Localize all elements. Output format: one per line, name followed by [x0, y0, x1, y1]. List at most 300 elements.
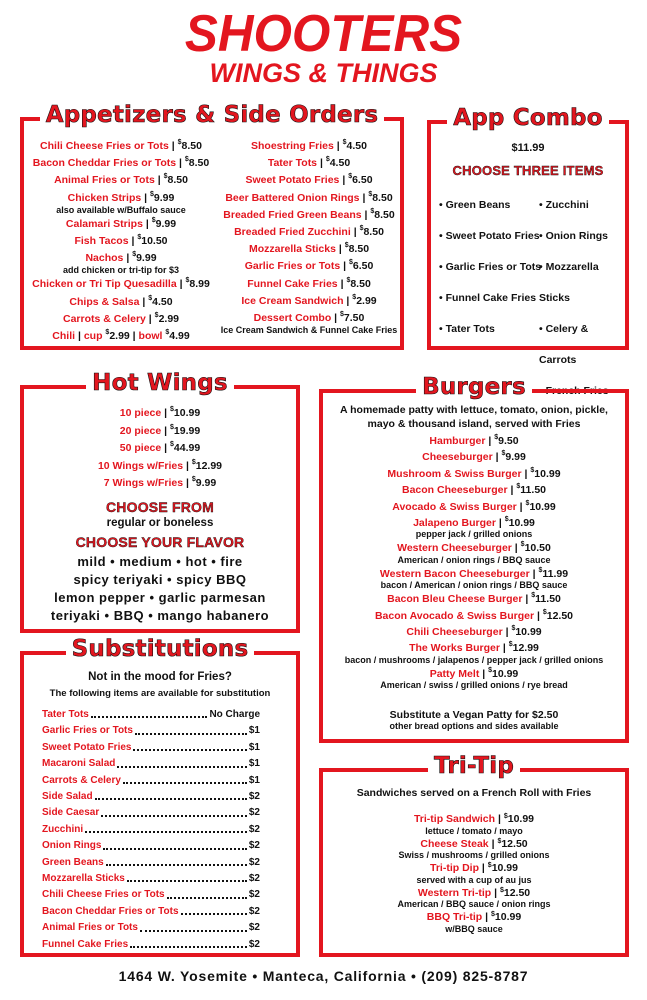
dollar-sign: $ — [177, 139, 182, 146]
subs-name: Mozzarella Sticks — [42, 873, 125, 885]
item-price: 4.50 — [346, 140, 367, 152]
wing-styles: regular or boneless — [106, 517, 214, 529]
separator: | — [491, 886, 500, 899]
combo-option: • French Fries — [539, 385, 609, 397]
item-name: Avocado & Swiss Burger — [392, 500, 517, 513]
dollar-sign: $ — [148, 294, 153, 302]
separator: | — [123, 252, 133, 265]
item-price: 12.50 — [503, 886, 531, 899]
separator: | — [139, 295, 149, 308]
dollar-sign: $ — [516, 483, 521, 491]
item-price: 9.99 — [136, 252, 157, 265]
item-price: 10.99 — [534, 467, 561, 480]
menu-item — [216, 207, 402, 224]
separator: | — [502, 626, 512, 639]
item-price: 9.50 — [498, 435, 519, 447]
wings-price-list — [24, 405, 296, 493]
separator: | — [507, 484, 517, 497]
item-name: 50 piece — [119, 442, 162, 455]
menu-item — [216, 172, 402, 189]
menu-item — [26, 155, 216, 172]
separator: | — [335, 243, 345, 256]
item-name: Cheese Steak — [420, 837, 489, 850]
separator: | — [488, 837, 498, 850]
wing-item — [24, 405, 296, 423]
subs-price: $2 — [248, 938, 260, 950]
tri-tip-title: Tri-Tip — [428, 753, 520, 779]
item-price: 8.50 — [181, 140, 202, 152]
combo-option: • Mozzarella Sticks — [539, 261, 599, 304]
subs-name: Sweet Potato Fries — [42, 741, 132, 753]
item-name: Chicken or Tri Tip Quesadilla — [32, 278, 177, 291]
item-name: 10 piece — [119, 407, 162, 419]
dot-leader — [95, 789, 247, 800]
subs-name: Onion Rings — [42, 840, 102, 852]
separator: | — [161, 424, 171, 437]
item-price: 2.99 — [158, 312, 179, 325]
item-note: pepper jack / grilled onions — [415, 529, 533, 540]
flavor-line: mild • medium • hot • fire — [77, 554, 243, 569]
menu-item-chili — [26, 328, 216, 345]
choose-flavor-label: CHOOSE YOUR FLAVOR — [75, 534, 245, 550]
appetizers-title: Appetizers & Side Orders — [40, 102, 385, 128]
item-note: Swiss / mushrooms / grilled onions — [398, 850, 550, 860]
item-name: Sweet Potato Fries — [245, 174, 340, 187]
footer-address: 1464 W. Yosemite • Manteca, California • (209) 825-8787 — [118, 968, 529, 984]
item-name: Western Cheeseburger — [397, 542, 512, 555]
dollar-sign: $ — [165, 329, 170, 337]
item-price: 12.50 — [501, 837, 528, 850]
item-name: Breaded Fried Zucchini — [234, 226, 351, 239]
item-name: Calamari Strips — [65, 217, 143, 230]
dollar-sign: $ — [504, 516, 509, 524]
dollar-sign: $ — [342, 139, 347, 146]
subs-name: Green Beans — [42, 856, 104, 868]
separator: | — [529, 567, 539, 580]
menu-item — [26, 276, 216, 293]
combo-price: $11.99 — [511, 142, 545, 154]
wing-item — [24, 475, 296, 493]
dot-leader — [106, 855, 247, 866]
appetizers-section — [20, 102, 404, 350]
menu-item — [216, 190, 402, 207]
appetizers-left-column — [26, 138, 216, 345]
subs-price: $2 — [248, 873, 260, 885]
item-name: The Works Burger — [409, 642, 500, 655]
dollar-sign: $ — [105, 329, 110, 337]
dollar-sign: $ — [531, 592, 536, 600]
separator: | — [154, 174, 164, 187]
menu-item — [26, 311, 216, 328]
dot-leader — [140, 920, 247, 931]
dollar-sign: $ — [344, 242, 349, 250]
dollar-sign: $ — [348, 259, 353, 267]
item-name: Western Tri-tip — [417, 886, 492, 899]
item-name: Animal Fries or Tots — [54, 174, 155, 187]
burger-item — [323, 499, 625, 515]
subs-price: $2 — [248, 791, 260, 803]
choose-from-label: CHOOSE FROM — [106, 499, 214, 515]
item-price: 8.50 — [374, 208, 395, 221]
item-name: 20 piece — [119, 424, 162, 437]
dollar-sign: $ — [185, 277, 190, 285]
substitutions-section — [20, 636, 300, 957]
item-note: served with a cup of au jus — [416, 874, 532, 885]
item-name: Fish Tacos — [74, 235, 129, 248]
menu-item — [216, 293, 402, 310]
separator: | — [161, 407, 171, 419]
dollar-sign: $ — [170, 406, 174, 413]
separator: | — [161, 442, 171, 455]
separator: | — [534, 609, 543, 622]
subs-row — [42, 887, 260, 903]
item-note: w/BBQ sauce — [445, 923, 503, 934]
dollar-sign: $ — [359, 225, 364, 233]
item-price: 6.50 — [352, 174, 373, 187]
item-name: Tater Tots — [267, 157, 318, 170]
hot-wings-section — [20, 370, 300, 633]
item-price: 10.99 — [508, 517, 535, 530]
separator: | — [176, 157, 185, 170]
dollar-sign: $ — [163, 173, 168, 181]
dollar-sign: $ — [137, 234, 142, 242]
separator: | — [339, 174, 349, 187]
combo-option: • Tater Tots — [439, 323, 495, 335]
item-price: 10.99 — [492, 667, 519, 680]
separator: | — [317, 157, 326, 170]
separator: | — [129, 330, 139, 343]
subs-price: $2 — [248, 823, 260, 835]
dot-leader — [167, 887, 247, 898]
subs-price: $1 — [248, 774, 260, 786]
subs-price: No Charge — [209, 709, 260, 720]
restaurant-subtitle: WINGS & THINGS — [209, 58, 438, 88]
separator: | — [479, 667, 489, 680]
item-name: Tri-tip Dip — [430, 862, 480, 874]
subs-price: $2 — [248, 905, 260, 917]
dollar-sign: $ — [170, 423, 174, 431]
dot-leader — [91, 707, 208, 718]
item-name: Chili Cheese Fries or Tots — [40, 140, 169, 152]
dollar-sign: $ — [530, 466, 535, 474]
burger-item — [323, 433, 625, 449]
separator: | — [176, 278, 186, 291]
item-price: 10.99 — [173, 407, 201, 419]
dot-leader — [181, 904, 247, 915]
dollar-sign: $ — [191, 458, 196, 466]
item-price: 12.99 — [512, 642, 539, 655]
separator: | — [145, 312, 155, 325]
dollar-sign: $ — [542, 608, 547, 616]
bowl-price: 4.99 — [169, 330, 190, 343]
item-price: 2.99 — [356, 294, 377, 307]
subs-name: Carrots & Celery — [42, 774, 121, 786]
item-note: bacon / American / onion rings / BBQ sauce — [380, 580, 568, 591]
dot-leader — [133, 740, 246, 751]
item-name: Western Bacon Cheeseburger — [379, 567, 530, 580]
item-name: Dessert Combo — [253, 312, 332, 325]
tri-tip-list — [323, 812, 625, 935]
item-note: American / BBQ sauce / onion rings — [397, 899, 551, 909]
subs-row — [42, 822, 260, 838]
subs-price: $1 — [248, 758, 260, 770]
item-price: 12.99 — [195, 459, 223, 472]
substitutions-title: Substitutions — [66, 636, 255, 662]
burger-item — [323, 466, 625, 482]
item-price: 10.99 — [507, 813, 535, 825]
menu-item — [26, 216, 216, 233]
item-name: Bacon Cheeseburger — [401, 484, 508, 497]
tri-tip-section — [319, 753, 629, 957]
appetizers-right-column — [216, 138, 402, 336]
combo-option: • Sweet Potato Fries — [439, 230, 540, 242]
vegan-substitute: Substitute a Vegan Patty for $2.50 — [389, 709, 559, 721]
menu-item — [26, 233, 216, 250]
separator: | — [492, 451, 502, 464]
separator: | — [141, 191, 150, 204]
flavor-line: spicy teriyaki • spicy BBQ — [73, 572, 247, 587]
item-price: 10.99 — [515, 626, 542, 639]
item-price: 9.99 — [195, 477, 217, 490]
item-price: 9.99 — [505, 451, 526, 464]
item-price: 6.50 — [352, 260, 374, 273]
item-note: add chicken or tri-tip for $3 — [62, 265, 180, 276]
item-price: 12.50 — [546, 609, 574, 622]
subs-row — [42, 723, 260, 739]
dollar-sign: $ — [511, 625, 516, 633]
item-price: 8.50 — [372, 191, 393, 204]
subs-name: Funnel Cake Fries — [42, 938, 129, 950]
dot-leader — [127, 871, 247, 882]
cup-label: cup — [83, 330, 106, 343]
separator: | — [337, 277, 347, 290]
flavor-line: lemon pepper • garlic parmesan — [54, 590, 266, 605]
dollar-sign: $ — [149, 190, 154, 198]
burgers-intro-line1: A homemade patty with lettuce, tomato, onion, pickle, — [340, 404, 608, 416]
item-price: 8.50 — [363, 226, 384, 239]
subs-row — [42, 838, 260, 854]
burger-item — [323, 608, 625, 624]
item-price: 11.99 — [542, 567, 569, 580]
item-name: BBQ Tri-tip — [426, 911, 483, 923]
item-price: 8.50 — [348, 243, 370, 256]
item-price: 10.99 — [494, 911, 522, 923]
subs-row — [42, 789, 260, 805]
combo-option: • Onion Rings — [539, 230, 609, 242]
item-name: Mushroom & Swiss Burger — [387, 467, 522, 480]
item-name: Beer Battered Onion Rings — [225, 191, 360, 204]
item-name: Ice Cream Sandwich — [241, 294, 344, 307]
subs-row — [42, 855, 260, 871]
item-price: 11.50 — [520, 484, 546, 497]
dollar-sign: $ — [487, 862, 492, 869]
combo-option: • Green Beans — [439, 199, 511, 211]
item-note: Ice Cream Sandwich & Funnel Cake Fries — [220, 325, 398, 336]
subs-name: Macaroni Salad — [42, 758, 116, 770]
dollar-sign: $ — [184, 156, 189, 164]
item-name: Jalapeno Burger — [413, 517, 496, 530]
subs-row — [42, 937, 260, 953]
dollar-sign: $ — [494, 434, 499, 441]
subs-price: $2 — [248, 840, 260, 852]
item-name: 10 Wings w/Fries — [97, 459, 184, 472]
separator: | — [485, 435, 495, 447]
dot-leader — [117, 756, 247, 767]
subs-name: Animal Fries or Tots — [42, 922, 138, 934]
dollar-sign: $ — [491, 911, 495, 918]
dollar-sign: $ — [154, 311, 159, 319]
dollar-sign: $ — [191, 476, 196, 484]
subs-row — [42, 805, 260, 821]
menu-item — [216, 276, 402, 293]
separator: | — [340, 260, 349, 273]
separator: | — [128, 235, 138, 248]
subs-price: $2 — [248, 922, 260, 934]
combo-option: • Celery & Carrots — [539, 323, 589, 366]
separator: | — [521, 467, 531, 480]
menu-item — [26, 138, 216, 155]
dollar-sign: $ — [538, 566, 543, 574]
item-name: Cheeseburger — [422, 451, 493, 464]
item-name: Chili Cheeseburger — [406, 626, 503, 639]
restaurant-title: SHOOTERS — [184, 5, 463, 63]
item-note: lettuce / tomato / mayo — [425, 825, 523, 836]
burger-list — [323, 433, 625, 691]
dot-leader — [123, 773, 247, 784]
dot-leader — [85, 822, 247, 833]
subs-name: Tater Tots — [42, 709, 89, 720]
separator: | — [168, 140, 178, 152]
separator: | — [479, 862, 488, 874]
separator: | — [522, 593, 532, 606]
combo-choose-label: CHOOSE THREE ITEMS — [452, 163, 604, 178]
item-price: 10.50 — [524, 542, 551, 555]
menu-item — [216, 241, 402, 258]
subs-list — [42, 707, 260, 953]
dollar-sign: $ — [370, 207, 375, 215]
dollar-sign: $ — [340, 311, 344, 319]
combo-option: • Zucchini — [539, 199, 589, 211]
separator: | — [359, 191, 369, 204]
subs-subheading: The following items are available for substitution — [49, 688, 271, 699]
item-price: 10.99 — [491, 862, 518, 874]
dollar-sign: $ — [508, 641, 513, 649]
separator: | — [350, 226, 360, 239]
item-price: 7.50 — [343, 312, 365, 325]
item-name: Patty Melt — [429, 667, 480, 680]
item-price: 11.50 — [535, 593, 561, 606]
item-name: Funnel Cake Fries — [247, 277, 338, 290]
bowl-label: bowl — [138, 330, 166, 343]
subs-price: $2 — [248, 856, 260, 868]
separator: | — [516, 500, 526, 513]
combo-option: • Funnel Cake Fries — [439, 292, 537, 304]
item-name: Mozzarella Sticks — [248, 243, 336, 256]
item-name: Carrots & Celery — [63, 312, 146, 325]
item-price: 9.99 — [155, 217, 177, 230]
item-name: Shoestring Fries — [251, 140, 334, 152]
dollar-sign: $ — [346, 276, 351, 284]
subs-name: Side Salad — [42, 791, 93, 803]
item-name: Chips & Salsa — [69, 295, 140, 308]
dollar-sign: $ — [170, 441, 174, 449]
burgers-title: Burgers — [416, 374, 532, 400]
item-name: Bacon Cheddar Fries or Tots — [32, 157, 177, 170]
item-price: 8.50 — [167, 174, 188, 187]
subs-price: $2 — [248, 889, 260, 901]
dollar-sign: $ — [488, 666, 492, 674]
item-price: 8.50 — [188, 157, 210, 170]
menu-item — [216, 258, 402, 275]
item-price: 4.50 — [329, 157, 351, 170]
item-name: Bacon Avocado & Swiss Burger — [374, 609, 535, 622]
wing-item — [24, 458, 296, 476]
item-note: also available w/Buffalo sauce — [56, 204, 186, 215]
separator: | — [343, 294, 353, 307]
separator: | — [361, 208, 371, 221]
hot-wings-title: Hot Wings — [86, 370, 234, 396]
item-note: American / swiss / grilled onions / rye bread — [380, 680, 568, 691]
subs-price: $1 — [248, 725, 260, 737]
subs-price: $2 — [248, 807, 260, 819]
item-name: Nachos — [85, 252, 124, 265]
dollar-sign: $ — [132, 251, 137, 259]
separator: | — [495, 813, 504, 825]
subs-name: Chili Cheese Fries or Tots — [42, 889, 165, 901]
dot-leader — [130, 937, 247, 948]
dollar-sign: $ — [352, 293, 357, 301]
separator: | — [333, 140, 343, 152]
item-name: Bacon Bleu Cheese Burger — [387, 593, 523, 606]
menu-item — [216, 155, 402, 172]
separator: | — [183, 477, 192, 490]
menu-item — [26, 294, 216, 311]
dot-leader — [103, 838, 246, 849]
dollar-sign: $ — [501, 450, 506, 458]
item-name: Garlic Fries or Tots — [244, 260, 341, 273]
dollar-sign: $ — [497, 837, 502, 845]
subs-row — [42, 707, 260, 723]
tri-tip-intro: Sandwiches served on a French Roll with Fries — [356, 787, 592, 799]
dollar-sign: $ — [151, 216, 156, 224]
subs-row — [42, 904, 260, 920]
item-price: 8.50 — [350, 277, 371, 290]
burger-item — [323, 624, 625, 640]
dollar-sign: $ — [325, 156, 330, 164]
subs-row — [42, 756, 260, 772]
separator: | — [183, 459, 192, 472]
subs-name: Zucchini — [42, 823, 84, 835]
item-price: 10.99 — [529, 500, 556, 513]
combo-left-list — [439, 190, 541, 345]
item-name: Chicken Strips — [67, 191, 142, 204]
item-price: 44.99 — [173, 442, 201, 455]
separator: | — [511, 542, 521, 555]
dollar-sign: $ — [503, 813, 508, 820]
menu-item — [26, 172, 216, 189]
dot-leader — [135, 723, 247, 734]
dot-leader — [101, 805, 247, 816]
burger-item — [323, 591, 625, 607]
subs-heading: Not in the mood for Fries? — [88, 671, 232, 683]
subs-name: Side Caesar — [42, 807, 100, 819]
dollar-sign: $ — [499, 886, 504, 894]
subs-name: Garlic Fries or Tots — [42, 725, 133, 737]
menu-item — [216, 224, 402, 241]
burger-item — [323, 482, 625, 498]
separator: | — [75, 330, 84, 343]
wing-item — [24, 423, 296, 441]
